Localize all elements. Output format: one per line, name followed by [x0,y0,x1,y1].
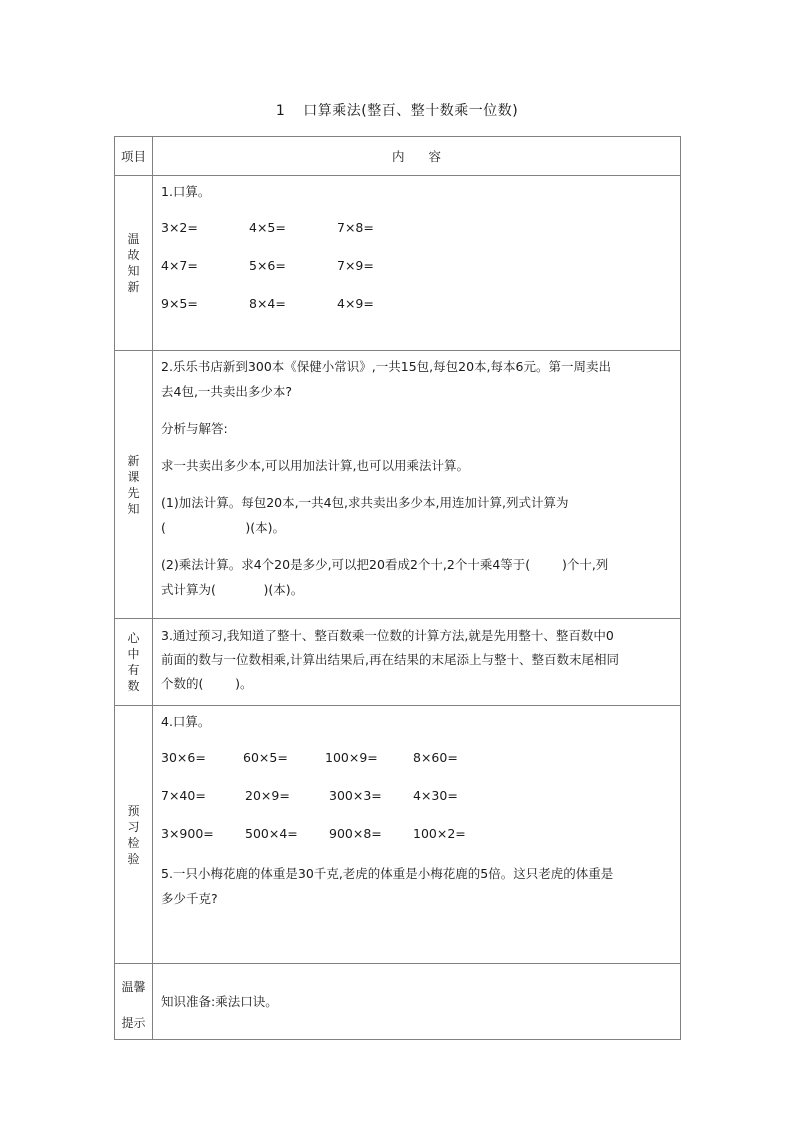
question-5-line: 多少千克? [161,891,218,906]
table-header-row [115,137,681,176]
addition-method-line: (1)加法计算。每包20本,一共4包,求共卖出多少本,用连加计算,列式计算为 [161,495,569,510]
analysis-heading: 分析与解答: [161,421,228,436]
section-label: 新课先知 [127,453,140,516]
section-label-cell [115,619,153,706]
section-label: 温故知新 [127,232,140,294]
calc-item: 500×4= [245,826,298,841]
tip-label-top: 温馨 [121,979,146,994]
section-content-cell [153,351,681,619]
section-label: 预习检验 [127,803,140,866]
summary-blank-line: 个数的( )。 [161,676,253,691]
calc-item: 60×5= [243,750,288,765]
calc-item: 300×3= [329,788,382,803]
calc-item: 7×40= [161,788,206,803]
calc-item: 8×4= [249,296,286,311]
header-item-cell [115,137,153,176]
question-1-heading: 1.口算。 [161,184,211,199]
calc-row [161,826,672,864]
analysis-line: 求一共卖出多少本,可以用加法计算,也可以用乘法计算。 [161,458,469,473]
calc-item: 20×9= [245,788,290,803]
header-content-cell [153,137,681,176]
calc-item: 4×30= [413,788,458,803]
calc-item: 100×9= [325,750,378,765]
calc-item: 900×8= [329,826,382,841]
section-label-cell [115,706,153,964]
calc-row [161,220,672,258]
calc-item: 100×2= [413,826,466,841]
header-item-label: 项目 [120,149,146,164]
header-content-b: 容 [428,149,442,164]
calc-item: 9×5= [161,296,198,311]
section-summary [115,619,681,706]
document-title [0,100,794,120]
section-label: 心中有数 [127,631,140,693]
addition-answer-blank: ( )(本)。 [161,520,285,535]
summary-line: 3.通过预习,我知道了整十、整百数乘一位数的计算方法,就是先用整十、整百数中0 [161,628,614,643]
multiplication-method-line: (2)乘法计算。求4个20是多少,可以把20看成2个十,2个十乘4等于( )个十,列 [161,557,609,572]
section-label-cell [115,351,153,619]
calc-item: 4×5= [249,220,286,235]
tip-text: 知识准备:乘法口诀。 [161,994,278,1009]
summary-line: 前面的数与一位数相乘,计算出结果后,再在结果的末尾添上与整十、整百数末尾相同 [161,652,619,667]
calc-item: 3×2= [161,220,198,235]
section-content-cell [153,706,681,964]
calc-item: 4×9= [337,296,374,311]
tip-label-bottom: 提示 [121,1015,146,1030]
calc-item: 7×9= [337,258,374,273]
section-new-lesson [115,351,681,619]
calc-item: 8×60= [413,750,458,765]
calc-row [161,296,672,334]
section-review [115,176,681,351]
calc-item: 4×7= [161,258,198,273]
multiplication-answer-blank: 式计算为( )(本)。 [161,582,304,597]
calc-row [161,788,672,826]
section-practice [115,706,681,964]
section-label-cell [115,964,153,1040]
section-label-cell [115,176,153,351]
section-content-cell [153,964,681,1040]
worksheet-table [114,136,681,1040]
calc-item: 7×8= [337,220,374,235]
title-number: 1 [275,103,286,119]
question-2-line: 2.乐乐书店新到300本《保健小常识》,一共15包,每包20本,每本6元。第一周卖出 [161,359,611,374]
header-content-a: 内 [391,149,405,164]
calc-row [161,258,672,296]
question-5-line: 5.一只小梅花鹿的体重是30千克,老虎的体重是小梅花鹿的5倍。这只老虎的体重是 [161,866,614,881]
question-2-line: 去4包,一共卖出多少本? [161,384,293,399]
question-4-heading: 4.口算。 [161,714,211,729]
section-content-cell [153,176,681,351]
calc-item: 3×900= [161,826,214,841]
title-text: 口算乘法(整百、整十数乘一位数) [303,103,519,119]
calc-row [161,750,672,788]
section-content-cell [153,619,681,706]
section-tips [115,964,681,1040]
calc-item: 5×6= [249,258,286,273]
calc-item: 30×6= [161,750,206,765]
